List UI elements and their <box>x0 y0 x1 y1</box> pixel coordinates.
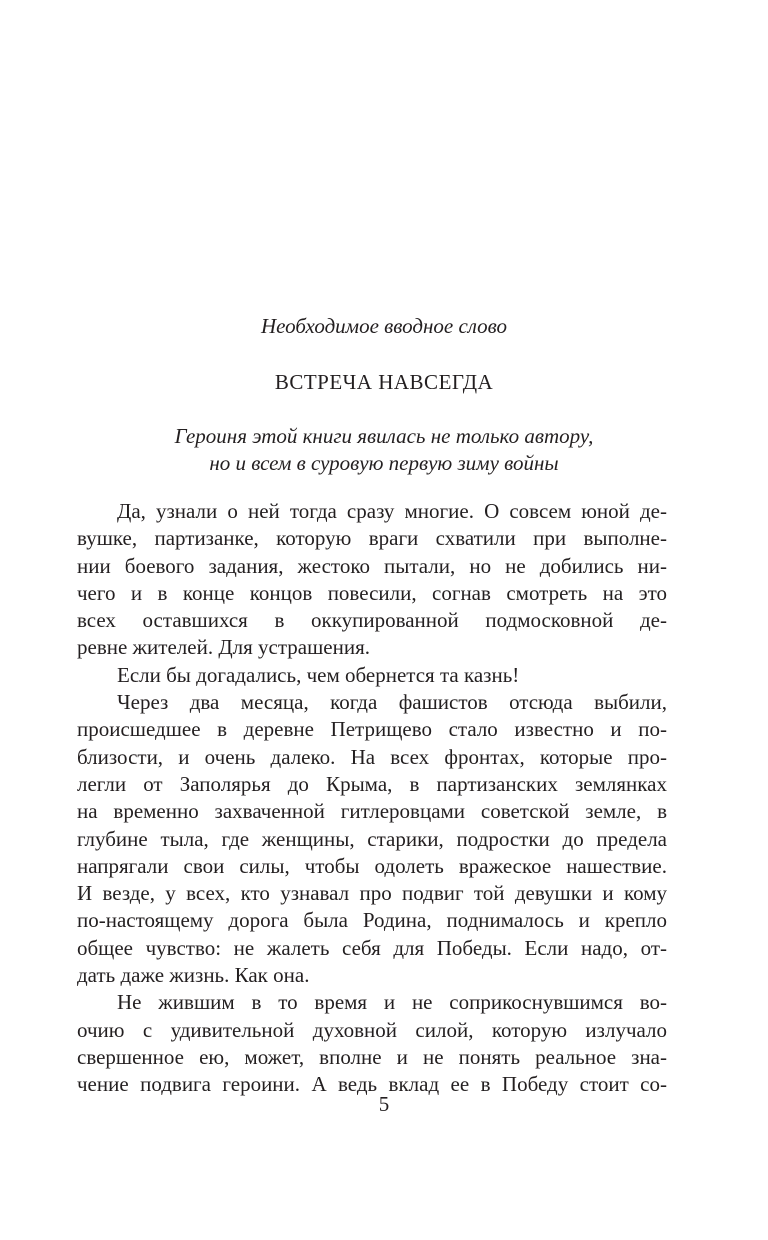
text-line: чего и в конце концов повесили, согнав смотреть на это <box>77 580 667 605</box>
text-line: происшедшее в деревне Петрищево стало известно и по- <box>77 717 667 742</box>
text-line: вушке, партизанке, которую враги схватили при выполне- <box>77 526 667 551</box>
text-line: Не жившим в то время и не соприкоснувшимся во- <box>117 990 667 1015</box>
text-line: свершенное ею, может, вполне и не понять реальное зна- <box>77 1044 667 1069</box>
text-line: Да, узнали о ней тогда сразу многие. О совсем юной де- <box>117 499 667 523</box>
text-line: И везде, у всех, кто узнавал про подвиг той девушки и кому <box>77 881 667 906</box>
text-line: всех оставшихся в оккупированной подмосковной де- <box>77 608 667 633</box>
chapter-subtitle <box>0 423 768 477</box>
text-line: очию с удивительной духовной силой, которую излучало <box>77 1017 667 1042</box>
text-line: общее чувство: не жалеть себя для Победы. Если надо, от- <box>77 935 667 960</box>
text-line: по-настоящему дорога была Родина, поднималось и крепло <box>77 908 667 933</box>
text-line: Если бы догадались, чем обернется та казнь! <box>117 662 520 687</box>
page-number: 5 <box>378 1092 390 1116</box>
body-text <box>77 498 667 1099</box>
intro-heading: Необходимое вводное слово <box>260 314 508 338</box>
text-line: Через два месяца, когда фашистов отсюда выбили, <box>117 690 667 715</box>
chapter-title: ВСТРЕЧА НАВСЕГДА <box>274 370 494 394</box>
text-line: глубине тыла, где женщины, старики, подростки до предела <box>77 826 667 851</box>
subtitle-line: Героиня этой книги явилась не только автору, <box>174 424 594 448</box>
text-line: на временно захваченной гитлеровцами советской земле, в <box>77 799 667 824</box>
text-line: легли от Заполярья до Крыма, в партизанских землянках <box>77 771 667 796</box>
text-line: нии боевого задания, жестоко пытали, но не добились ни- <box>77 553 667 578</box>
text-line: напрягали свои силы, чтобы одолеть вражеское нашествие. <box>77 853 667 878</box>
text-line: ревне жителей. Для устрашения. <box>77 635 370 660</box>
text-line: близости, и очень далеко. На всех фронтах, которые про- <box>77 744 667 769</box>
text-line: дать даже жизнь. Как она. <box>77 963 310 988</box>
subtitle-line: но и всем в суровую первую зиму войны <box>209 451 559 475</box>
text-line: чение подвига героини. А ведь вклад ее в Победу стоит со- <box>77 1072 667 1097</box>
